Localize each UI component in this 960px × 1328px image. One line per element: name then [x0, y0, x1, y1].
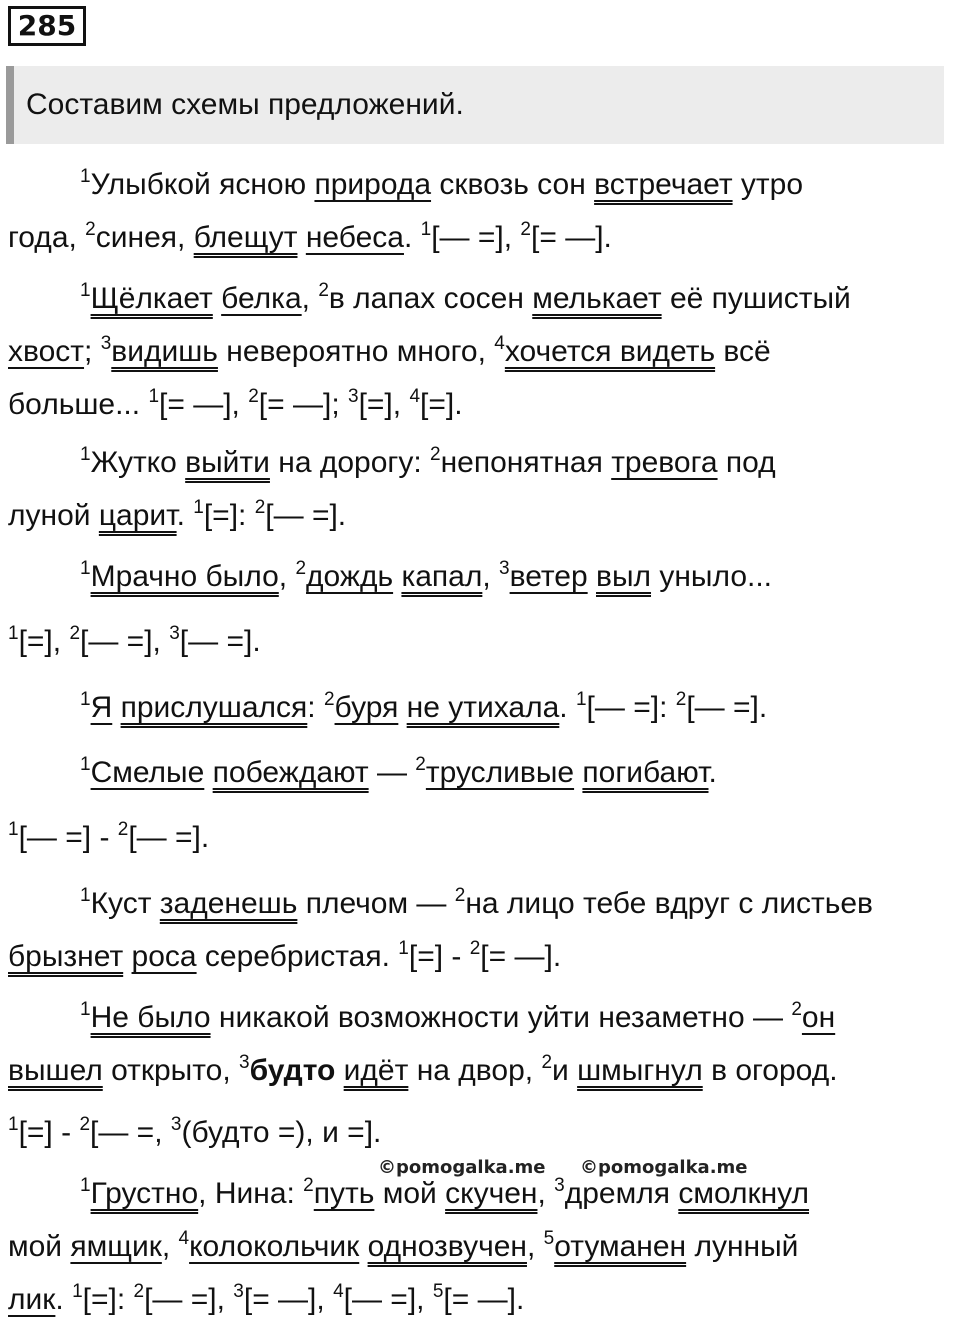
sentence-text: под — [717, 446, 776, 479]
sentence-text — [112, 691, 120, 724]
sentence-text: , — [526, 1230, 544, 1263]
sentence-text: [= —]. — [531, 221, 612, 254]
clause-number: 2 — [133, 1281, 145, 1302]
sentence-text: . — [403, 221, 421, 254]
predicate-word: Мрачно было — [90, 560, 279, 593]
subject-word: лик — [8, 1283, 56, 1316]
subject-word: путь — [313, 1177, 375, 1210]
subject-word: тревога — [611, 446, 718, 479]
sentence-text: дремля — [564, 1177, 679, 1210]
sentence-text: [=] - — [408, 940, 470, 973]
clause-number: 3 — [170, 1114, 182, 1135]
sentence-text: в лапах сосен — [328, 282, 533, 315]
sentence-text: сквозь сон — [431, 168, 595, 201]
sentence-text: [— =], — [144, 1283, 234, 1316]
sentence-text: : — [307, 691, 324, 724]
subject-word: хвост — [8, 335, 85, 368]
sentence-text: невероятно много, — [217, 335, 495, 368]
clause-number: 1 — [80, 754, 91, 775]
sentence-text: [— =]. — [128, 821, 210, 854]
clause-number: 4 — [409, 386, 421, 407]
sentence-text: . — [176, 499, 194, 532]
clause-number: 3 — [169, 623, 180, 644]
sentence-text: [— =]. — [686, 691, 768, 724]
sentence-text: [=], — [358, 388, 410, 421]
sentence-text: , — [482, 560, 500, 593]
sentence-text: и — [552, 1054, 578, 1087]
sentence-text: на двор, — [408, 1054, 542, 1087]
sentence-text — [588, 560, 596, 593]
clause-number: 3 — [348, 386, 359, 407]
sentence-text: [=]: — [82, 1283, 134, 1316]
sentence-text: её пушистый — [661, 282, 851, 315]
clause-number: 2 — [454, 885, 466, 906]
sentence-text — [297, 221, 305, 254]
sentence-text: [— =], — [343, 1283, 433, 1316]
sentence-text: [= —]; — [258, 388, 348, 421]
sentence-text: [=]: — [203, 499, 255, 532]
sentence-text: [— =, — [90, 1116, 171, 1149]
clause-number: 3 — [554, 1175, 565, 1196]
sentence-5 — [8, 683, 953, 736]
clause-number: 2 — [675, 689, 687, 710]
predicate-word: брызнет — [8, 940, 124, 973]
sentence-4-scheme — [8, 617, 953, 670]
predicate-word: видишь — [111, 335, 218, 368]
predicate-word: скучен — [445, 1177, 538, 1210]
sentence-text: плечом — — [297, 887, 455, 920]
subject-word: колокольчик — [189, 1230, 360, 1263]
clause-number: 1 — [80, 444, 91, 465]
clause-number: 1 — [575, 689, 587, 710]
sentence-text — [123, 940, 131, 973]
sentence-text: ; — [84, 335, 101, 368]
clause-number: 1 — [8, 623, 19, 644]
clause-number: 2 — [117, 819, 129, 840]
sentence-text: лунный — [686, 1230, 799, 1263]
sentence-text: [=]. — [420, 388, 463, 421]
sentence-7 — [8, 879, 953, 985]
clause-number: 1 — [148, 386, 160, 407]
sentence-text — [398, 691, 406, 724]
sentence-text: (будто =), и =]. — [181, 1116, 382, 1149]
exercise-number: 285 — [8, 6, 86, 46]
conjunction-word: будто — [249, 1054, 336, 1087]
sentence-text: — — [368, 756, 416, 789]
clause-number: 2 — [415, 754, 426, 775]
sentence-8 — [8, 993, 953, 1099]
predicate-word: побеждают — [212, 756, 369, 789]
predicate-word: Грустно — [90, 1177, 199, 1210]
predicate-word: не утихала — [406, 691, 560, 724]
sentence-text: Куст — [90, 887, 160, 920]
clause-number: 4 — [494, 333, 505, 354]
subject-word: небеса — [305, 221, 404, 254]
clause-number: 3 — [100, 333, 112, 354]
sentence-text: непонятная — [440, 446, 612, 479]
predicate-word: Не было — [90, 1001, 211, 1034]
sentence-3 — [8, 438, 953, 544]
predicate-word: блещут — [193, 221, 298, 254]
clause-number: 3 — [499, 558, 510, 579]
sentence-text: открыто, — [102, 1054, 239, 1087]
predicate-word: царит — [98, 499, 177, 532]
sentence-text: никакой возможности уйти незаметно — — [210, 1001, 792, 1034]
sentence-text: , — [278, 560, 296, 593]
sentence-text: уныло... — [651, 560, 773, 593]
subject-word: трусливые — [425, 756, 575, 789]
subject-word: роса — [131, 940, 197, 973]
sentence-text: мой — [8, 1230, 71, 1263]
sentence-text: . — [559, 691, 576, 724]
subject-word: белка — [221, 282, 302, 315]
sentence-text: [— =], — [80, 625, 170, 658]
sentence-text: в огород. — [702, 1054, 838, 1087]
sentence-text: мой — [374, 1177, 446, 1210]
clause-number: 2 — [295, 558, 307, 579]
sentence-text: , Нина: — [198, 1177, 304, 1210]
sentence-text: [— =] - — [18, 821, 118, 854]
predicate-word: прислушался — [120, 691, 308, 724]
subject-word: Смелые — [90, 756, 205, 789]
sentence-text: [— =], — [431, 221, 521, 254]
sentence-text: синея, — [95, 221, 194, 254]
sentence-text — [359, 1230, 367, 1263]
sentence-text: [— =]. — [179, 625, 261, 658]
sentence-text: луной — [8, 499, 99, 532]
clause-number: 1 — [420, 219, 432, 240]
sentence-text: [= —], — [243, 1283, 334, 1316]
sentence-text: [— =]: — [586, 691, 676, 724]
subject-word: он — [801, 1001, 836, 1034]
clause-number: 4 — [333, 1281, 344, 1302]
sentence-text: [=] - — [18, 1116, 80, 1149]
predicate-word: выйти — [185, 446, 270, 479]
clause-number: 2 — [791, 999, 802, 1020]
clause-number: 2 — [318, 280, 329, 301]
predicate-word: погибают — [582, 756, 709, 789]
clause-number: 1 — [80, 885, 91, 906]
sentence-text: , — [537, 1177, 555, 1210]
clause-number: 1 — [80, 166, 91, 187]
clause-number: 4 — [178, 1228, 190, 1249]
predicate-word: заденешь — [159, 887, 298, 920]
sentence-text: , — [161, 1230, 179, 1263]
subject-word: ямщик — [70, 1230, 162, 1263]
sentence-text: года, — [8, 221, 86, 254]
predicate-word: мелькает — [532, 282, 662, 315]
predicate-word: встречает — [594, 168, 733, 201]
clause-number: 1 — [8, 1114, 19, 1135]
clause-number: 3 — [233, 1281, 244, 1302]
clause-number: 2 — [303, 1175, 314, 1196]
sentence-text: Улыбкой ясною — [90, 168, 315, 201]
predicate-word: смолкнул — [678, 1177, 810, 1210]
sentence-text: на дорогу: — [269, 446, 431, 479]
sentence-text: [=], — [18, 625, 70, 658]
clause-number: 2 — [323, 689, 335, 710]
sentence-4 — [8, 552, 953, 605]
sentence-text: . — [55, 1283, 73, 1316]
clause-number: 2 — [430, 444, 441, 465]
clause-number: 1 — [8, 819, 19, 840]
clause-number: 1 — [80, 558, 91, 579]
sentence-text: на лицо тебе вдруг с листьев — [465, 887, 873, 920]
clause-number: 3 — [239, 1052, 250, 1073]
sentence-text: [— =]. — [265, 499, 347, 532]
clause-number: 2 — [254, 497, 266, 518]
subject-word: ветер — [509, 560, 588, 593]
clause-number: 1 — [80, 280, 91, 301]
sentence-text — [335, 1054, 343, 1087]
predicate-word: идёт — [343, 1054, 409, 1087]
clause-number: 2 — [248, 386, 259, 407]
clause-number: 2 — [69, 623, 81, 644]
watermark: ©pomogalka.me — [580, 1157, 748, 1178]
clause-number: 5 — [543, 1228, 555, 1249]
clause-number: 1 — [398, 938, 409, 959]
subject-word: дождь — [306, 560, 394, 593]
clause-number: 2 — [520, 219, 531, 240]
predicate-word: однозвучен — [367, 1230, 527, 1263]
sentence-8-scheme — [8, 1108, 953, 1161]
predicate-word: вышел — [8, 1054, 103, 1087]
subject-word: буря — [334, 691, 399, 724]
sentence-2 — [8, 274, 953, 433]
sentence-9 — [8, 1169, 953, 1328]
clause-number: 1 — [72, 1281, 83, 1302]
sentence-6 — [8, 748, 953, 801]
sentence-text: серебристая. — [196, 940, 399, 973]
clause-number: 2 — [79, 1114, 91, 1135]
clause-number: 1 — [80, 999, 91, 1020]
watermark: ©pomogalka.me — [378, 1157, 546, 1178]
clause-number: 2 — [469, 938, 481, 959]
clause-number: 2 — [85, 219, 96, 240]
sentence-text — [213, 282, 221, 315]
predicate-word: выл — [596, 560, 652, 593]
sentence-text: всё — [715, 335, 771, 368]
predicate-word: отуманен — [554, 1230, 687, 1263]
sentence-text: утро — [732, 168, 804, 201]
sentence-text: , — [301, 282, 319, 315]
predicate-word: хочется видеть — [504, 335, 716, 368]
sentence-text: [= —]. — [480, 940, 562, 973]
predicate-word: шмыгнул — [577, 1054, 703, 1087]
predicate-word: Щёлкает — [90, 282, 213, 315]
sentence-text — [204, 756, 212, 789]
sentence-6-scheme — [8, 813, 953, 866]
clause-number: 1 — [80, 1175, 91, 1196]
clause-number: 5 — [432, 1281, 444, 1302]
sentence-text: . — [708, 756, 717, 789]
clause-number: 1 — [80, 689, 91, 710]
sentence-text: [= —], — [159, 388, 249, 421]
predicate-word: капал — [401, 560, 483, 593]
clause-number: 2 — [541, 1052, 553, 1073]
sentence-text: [= —]. — [443, 1283, 525, 1316]
clause-number: 1 — [193, 497, 204, 518]
sentence-1 — [8, 160, 953, 266]
subject-word: природа — [314, 168, 432, 201]
task-title: Составим схемы предложений. — [6, 66, 944, 144]
sentence-text: больше... — [8, 388, 149, 421]
subject-word: Я — [90, 691, 113, 724]
sentence-text: Жутко — [90, 446, 186, 479]
